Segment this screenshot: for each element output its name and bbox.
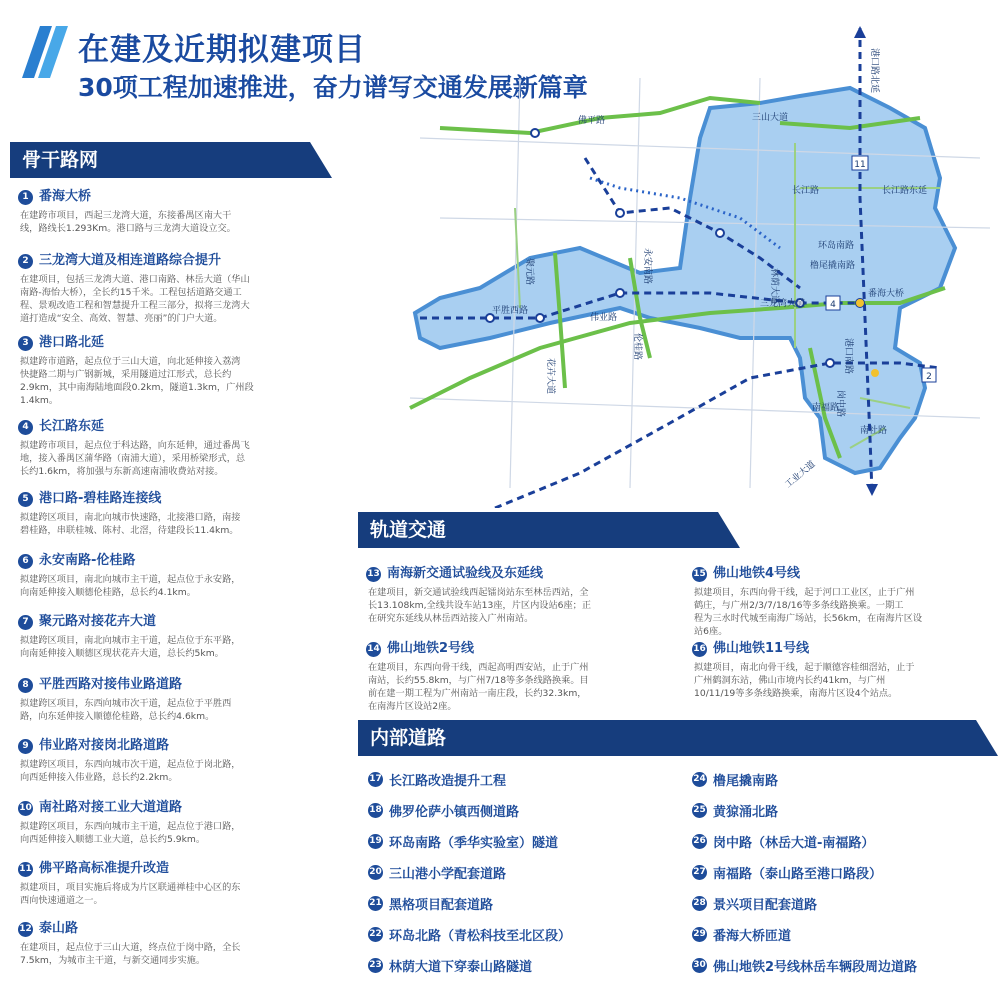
project-item	[18, 418, 338, 478]
internal-road-item	[692, 832, 874, 851]
project-title	[692, 565, 992, 583]
project-description	[18, 355, 338, 407]
project-description	[18, 881, 338, 907]
project-item	[18, 920, 338, 967]
description-line: 拟建跨区项目，东西向城市次干道，起点位于平胜西	[20, 698, 232, 709]
internal-road-item	[692, 770, 778, 789]
description-line: 路，向东延伸接入顺德伦桂路，总长约4.6km。	[20, 711, 215, 722]
project-title	[18, 613, 338, 631]
label-huandao-south: 环岛南路	[818, 241, 855, 251]
description-line: 碧桂路，串联桂城、陈村、北滘，待建段长11.4km。	[20, 525, 239, 536]
number-badge: 23	[368, 958, 383, 973]
description-line: 拟建跨市项目，起点位于科达路，向东延伸，通过番禺飞	[20, 440, 250, 451]
internal-road-title: 长江路改造提升工程	[389, 774, 507, 789]
project-title	[18, 188, 338, 206]
number-badge: 22	[368, 927, 383, 942]
label-gongye: 工业大道	[783, 459, 818, 491]
number-badge: 9	[18, 739, 33, 754]
number-badge: 26	[692, 834, 707, 849]
description-line: 程为三水时代城至南海广场站，长56km，在南海片区设	[694, 613, 923, 624]
label-gangkou-south: 港口南路	[843, 338, 853, 375]
description-line: 西向快速通道之一。	[20, 895, 103, 906]
project-title-text: 长江路东延	[39, 419, 105, 434]
internal-road-title: 番海大桥匝道	[713, 929, 792, 944]
project-description	[692, 586, 992, 638]
project-item	[18, 252, 338, 325]
project-title-text: 港口路-碧桂路连接线	[39, 491, 162, 506]
number-badge: 30	[692, 958, 707, 973]
project-title	[18, 418, 338, 436]
logo-stripes-icon	[22, 26, 74, 78]
project-title-text: 泰山路	[39, 921, 79, 936]
project-title	[18, 920, 338, 938]
svg-text:2: 2	[926, 372, 932, 382]
internal-road-item	[368, 894, 493, 913]
project-description	[18, 573, 338, 599]
internal-road-item	[692, 894, 817, 913]
project-title	[366, 640, 666, 658]
project-description	[366, 586, 666, 625]
description-line: 向南延伸接入顺德伦桂路，总长约4.1km。	[20, 587, 196, 598]
description-line: 在南海片区设站2座。	[368, 701, 457, 712]
project-item	[18, 613, 338, 660]
number-badge: 8	[18, 678, 33, 693]
number-badge: 18	[368, 803, 383, 818]
label-luweiqiao: 橹尾撬南路	[810, 261, 856, 271]
number-badge: 10	[18, 801, 33, 816]
label-sanlongwan: 三龙湾大道	[760, 299, 806, 309]
project-description	[18, 511, 338, 537]
project-title-text: 南海新交通试验线及东延线	[387, 566, 544, 581]
number-badge: 28	[692, 896, 707, 911]
number-badge: 11	[18, 862, 33, 877]
project-title-text: 平胜西路对接伟业路道路	[39, 677, 183, 692]
internal-road-item	[692, 956, 917, 975]
internal-road-title: 佛罗伦萨小镇西侧道路	[389, 805, 520, 820]
description-line: 拟建跨区项目，南北向城市主干道，起点位于东平路，	[20, 635, 241, 646]
number-badge: 7	[18, 615, 33, 630]
project-description	[366, 661, 666, 713]
internal-road-title: 环岛北路（青松科技至北区段）	[389, 929, 572, 944]
project-description	[18, 758, 338, 784]
number-badge: 20	[368, 865, 383, 880]
description-line: 快捷路二期与广钢新城，采用隧道过江形式，总长约	[20, 369, 232, 380]
project-title-text: 番海大桥	[39, 189, 92, 204]
project-title	[18, 799, 338, 817]
internal-road-item	[692, 801, 778, 820]
project-item	[18, 334, 338, 407]
section-arterial-header	[10, 142, 332, 178]
description-line: 在研究东延线从林岳西站接入广州南站。	[368, 613, 534, 624]
description-line: 在建跨市项目，西起三龙湾大道，东接番禺区南大干	[20, 210, 232, 221]
internal-road-title: 佛山地铁2号线林岳车辆段周边道路	[713, 960, 918, 975]
internal-road-title: 三山港小学配套道路	[389, 867, 507, 882]
description-line: 向西延伸接入顺德工业大道，总长约5.9km。	[20, 834, 206, 845]
project-item	[18, 860, 338, 907]
project-description	[692, 661, 992, 700]
label-changjiang: 长江路	[792, 186, 820, 196]
description-line: 7.5km，为城市主干道，与新交通同步实施。	[20, 955, 206, 966]
project-title	[18, 737, 338, 755]
project-item	[18, 799, 338, 846]
description-line: 在建项目，起点位于三山大道，终点位于岗中路，全长	[20, 942, 241, 953]
region-area	[415, 88, 955, 473]
project-item	[18, 490, 338, 537]
project-title-text: 佛山地铁4号线	[713, 566, 801, 581]
description-line: 站6座。	[694, 626, 728, 637]
description-line: 南站，长约55.8km，与广州7/18等多条线路换乘。目	[368, 675, 589, 686]
description-line: 长约1.6km，将加强与东新高速南浦收费站对接。	[20, 466, 224, 477]
project-title	[366, 565, 666, 583]
project-title-text: 南社路对接工业大道道路	[39, 800, 183, 815]
number-badge: 12	[18, 922, 33, 937]
description-line: 线，路线长1.293Km。港口路与三龙湾大道设立交。	[20, 223, 236, 234]
project-item	[18, 676, 338, 723]
label-linyin: 林荫大道	[769, 268, 779, 305]
description-line: 拟建跨区项目，东西向城市主干道，起点位于港口路，	[20, 821, 241, 832]
section-rail-title: 轨道交通	[370, 519, 447, 541]
description-line: 道打造成“安全、高效、智慧、亮丽”的门户大道。	[20, 313, 223, 324]
number-badge: 13	[366, 567, 381, 582]
number-badge: 16	[692, 642, 707, 657]
project-description	[18, 820, 338, 846]
description-line: 拟建跨区项目，南北向城市快速路，北接港口路，南接	[20, 512, 241, 523]
label-lungui: 伦桂路	[632, 333, 642, 361]
number-badge: 1	[18, 190, 33, 205]
label-nanshe: 南社路	[860, 426, 888, 436]
label-pingsheng: 平胜西路	[492, 306, 529, 316]
project-title	[692, 640, 992, 658]
project-title-text: 永安南路-伦桂路	[39, 553, 136, 568]
description-line: 向南延伸接入顺德区现状花卉大道，总长约5km。	[20, 648, 224, 659]
number-badge: 21	[368, 896, 383, 911]
label-changjiang-east: 长江路东延	[882, 186, 928, 196]
internal-road-item	[692, 863, 882, 882]
description-line: 2.9km，其中南海陆地面段0.2km，隧道1.3km，广州段	[20, 382, 254, 393]
internal-road-title: 橹尾撬南路	[713, 774, 779, 789]
project-item	[18, 552, 338, 599]
number-badge: 2	[18, 254, 33, 269]
label-fanhai: 番海大桥	[868, 289, 905, 299]
description-line: 拟建跨区项目，东西向城市次干道，起点位于岗北路，	[20, 759, 241, 770]
number-badge: 24	[692, 772, 707, 787]
internal-road-item	[368, 770, 506, 789]
project-title-text: 佛平路高标准提升改造	[39, 861, 170, 876]
project-title	[18, 252, 338, 270]
description-line: 1.4km。	[20, 395, 59, 406]
svg-text:11: 11	[854, 160, 866, 170]
label-foping: 佛平路	[578, 116, 606, 126]
project-description	[18, 439, 338, 478]
number-badge: 29	[692, 927, 707, 942]
description-line: 前在建一期工程为广州南站一南庄段，长约32.3km，	[368, 688, 587, 699]
project-title	[18, 676, 338, 694]
number-badge: 6	[18, 554, 33, 569]
number-badge: 19	[368, 834, 383, 849]
number-badge: 17	[368, 772, 383, 787]
project-description	[18, 697, 338, 723]
description-line: 在建项目，东西向骨干线，西起高明西安站，止于广州	[368, 662, 589, 673]
description-line: 长13.108km,全线共设车站13座，片区内设站6座；正	[368, 600, 592, 611]
label-yongan: 永安南路	[642, 248, 652, 285]
project-title-text: 聚元路对接花卉大道	[39, 614, 157, 629]
project-title-text: 三龙湾大道及相连道路综合提升	[39, 253, 222, 268]
label-gangzhong: 岗中路	[835, 390, 845, 418]
svg-text:4: 4	[830, 300, 836, 310]
description-line: 鹤庄，与广州2/3/7/18/16等多条线路换乘。一期工	[694, 600, 904, 611]
internal-road-title: 南福路（泰山路至港口路段）	[713, 867, 883, 882]
project-title	[18, 490, 338, 508]
section-internal-header	[358, 720, 998, 756]
project-item	[18, 737, 338, 784]
section-rail-header	[358, 512, 740, 548]
project-title-text: 佛山地铁11号线	[713, 641, 810, 656]
project-item	[692, 640, 992, 700]
internal-road-item	[368, 956, 532, 975]
internal-road-title: 景兴项目配套道路	[713, 898, 818, 913]
description-line: 在建项目，新交通试验线西起镭岗站东至林岳西站，全	[368, 587, 589, 598]
project-title-text: 港口路北延	[39, 335, 105, 350]
description-line: 拟建跨市道路，起点位于三山大道，向北延伸接入荔湾	[20, 356, 241, 367]
internal-road-item	[692, 925, 791, 944]
internal-road-title: 岗中路（林岳大道-南福路）	[713, 836, 875, 851]
description-line: 地，接入番禺区蒲华路（南浦大道），采用桥梁形式，总	[20, 453, 246, 464]
project-title	[18, 860, 338, 878]
internal-road-title: 黑格项目配套道路	[389, 898, 494, 913]
page-title: 在建及近期拟建项目	[78, 32, 366, 68]
label-huahui: 花卉大道	[545, 358, 555, 395]
project-title	[18, 334, 338, 352]
project-item	[18, 188, 338, 235]
description-line: 南路-海怡大桥），全长约15千米。工程包括道路交通工	[20, 287, 242, 298]
internal-road-title: 环岛南路（季华实验室）隧道	[389, 836, 559, 851]
description-line: 在建项目，包括三龙湾大道、港口南路、林岳大道（华山	[20, 274, 250, 285]
internal-road-item	[368, 832, 558, 851]
number-badge: 27	[692, 865, 707, 880]
number-badge: 3	[18, 336, 33, 351]
number-badge: 5	[18, 492, 33, 507]
number-badge: 15	[692, 567, 707, 582]
project-description	[18, 209, 338, 235]
project-map	[380, 18, 1000, 508]
project-description	[18, 634, 338, 660]
number-badge: 25	[692, 803, 707, 818]
label-juyuan: 聚元路	[524, 258, 534, 286]
section-internal-title: 内部道路	[370, 727, 447, 749]
internal-road-item	[368, 863, 506, 882]
project-title	[18, 552, 338, 570]
project-item	[692, 565, 992, 638]
section-arterial-title: 骨干路网	[22, 149, 99, 171]
description-line: 拟建项目，南北向骨干线，起于顺德容桂细滘站，止于	[694, 662, 915, 673]
project-description	[18, 941, 338, 967]
description-line: 拟建跨区项目，南北向城市主干道，起点位于永安路，	[20, 574, 241, 585]
description-line: 拟建项目，项目实施后将成为片区联通禅桂中心区的东	[20, 882, 241, 893]
description-line: 10/11/19等多条线路换乘，南海片区设4个站点。	[694, 688, 898, 699]
label-weiye: 伟业路	[590, 313, 618, 323]
internal-road-title: 林荫大道下穿泰山路隧道	[389, 960, 533, 975]
project-title-text: 伟业路对接岗北路道路	[39, 738, 170, 753]
page-subtitle: 30项工程加速推进，奋力谱写交通发展新篇章	[78, 73, 588, 102]
number-badge: 14	[366, 642, 381, 657]
internal-road-item	[368, 925, 571, 944]
number-badge: 4	[18, 420, 33, 435]
project-item	[366, 565, 666, 625]
project-title-text: 佛山地铁2号线	[387, 641, 475, 656]
label-gangkou-north: 港口路北延	[869, 48, 879, 94]
project-description	[18, 273, 338, 325]
label-nanfu: 南福路	[812, 403, 840, 413]
description-line: 广州鹤洞东站，佛山市境内长约41km，与广州	[694, 675, 886, 686]
label-sanshan: 三山大道	[752, 113, 789, 123]
project-item	[366, 640, 666, 713]
description-line: 拟建项目，东西向骨干线，起于河口工业区，止于广州	[694, 587, 915, 598]
internal-road-item	[368, 801, 519, 820]
internal-road-title: 黄猄涌北路	[713, 805, 779, 820]
description-line: 向西延伸接入伟业路，总长约2.2km。	[20, 772, 178, 783]
description-line: 程、景观改造工程和智慧提升工程三部分，拟将三龙湾大	[20, 300, 250, 311]
